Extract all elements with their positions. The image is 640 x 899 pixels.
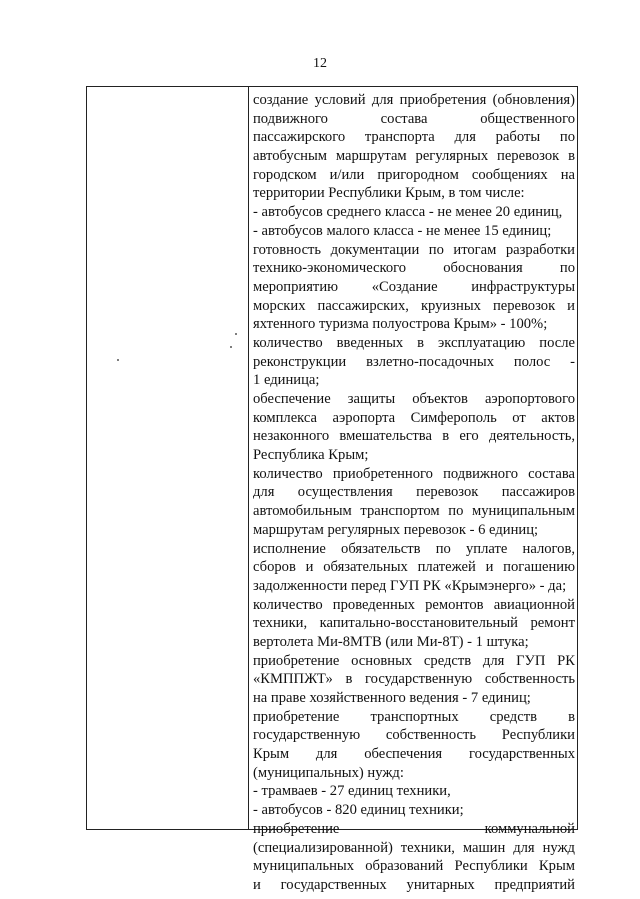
- cell-text-line: сборов и обязательных платежей и погашению: [253, 559, 575, 576]
- cell-text-line: количество приобретенного подвижного состава: [253, 465, 575, 482]
- cell-text-line: Крым для обеспечения государственных: [253, 746, 575, 763]
- cell-text-line: комплекса аэропорта Симферополь от актов: [253, 409, 575, 426]
- cell-text-line: пассажирского транспорта для работы по: [253, 129, 575, 146]
- cell-text-line: яхтенного туризма полуострова Крым» - 100%;: [253, 316, 548, 333]
- cell-text-line: - автобусов малого класса - не менее 15 единиц;: [253, 222, 552, 239]
- cell-text-line: маршрутам регулярных перевозок - 6 единиц;: [253, 521, 539, 538]
- cell-text-line: подвижного состава общественного: [253, 110, 575, 127]
- cell-text-line: мероприятию «Создание инфраструктуры: [253, 278, 575, 295]
- cell-text-line: автобусным маршрутам регулярных перевозок в: [253, 148, 575, 165]
- cell-text-line: и государственных унитарных предприятий: [253, 876, 575, 893]
- cell-text-line: территории Республики Крым, в том числе:: [253, 185, 525, 202]
- cell-text-line: вертолета Ми-8МТВ (или Ми-8Т) - 1 штука;: [253, 633, 529, 650]
- cell-text-line: приобретение основных средств для ГУП РК: [253, 652, 575, 669]
- cell-text-line: создание условий для приобретения (обновления): [253, 92, 575, 108]
- cell-text-line: - трамваев - 27 единиц техники,: [253, 783, 451, 800]
- table-right-cell: [253, 91, 575, 895]
- cell-text-line: автомобильным транспортом по муниципальным: [253, 503, 575, 520]
- cell-text-line: реконструкции взлетно-посадочных полос -: [253, 353, 575, 370]
- cell-text-line: обеспечение защиты объектов аэропортового: [253, 391, 575, 407]
- cell-text-line: на праве хозяйственного ведения - 7 единиц;: [253, 690, 531, 706]
- cell-text-line: исполнение обязательств по уплате налогов,: [253, 540, 575, 557]
- cell-text-line: техники, капитально-восстановительный ремонт: [253, 615, 575, 632]
- cell-text-line: Республика Крым;: [253, 447, 369, 464]
- cell-text-line: - автобусов - 820 единиц техники;: [253, 802, 464, 819]
- cell-text-line: - автобусов среднего класса - не менее 20 единиц,: [253, 204, 563, 221]
- document-table: [86, 86, 578, 893]
- cell-text-line: приобретение транспортных средств в: [253, 708, 575, 725]
- scan-speck: [117, 359, 119, 361]
- cell-text-line: приобретение коммунальной: [253, 820, 575, 837]
- cell-text-line: «КМППЖТ» в государственную собственность: [253, 671, 575, 688]
- scan-speck: [235, 333, 237, 335]
- cell-text-line: незаконного вмешательства в его деятельность,: [253, 428, 575, 445]
- cell-text-line: 1 единица;: [253, 372, 320, 389]
- cell-text-line: количество проведенных ремонтов авиационной: [253, 596, 575, 613]
- cell-text-line: (специализированной) техники, машин для нужд: [253, 839, 575, 856]
- cell-text-line: технико-экономического обоснования по: [253, 260, 575, 277]
- cell-text-line: морских пассажирских, круизных перевозок и: [253, 297, 575, 314]
- table-left-cell: [87, 87, 249, 829]
- cell-text-line: государственную собственность Республики: [253, 727, 575, 744]
- cell-text-line: для осуществления перевозок пассажиров: [253, 484, 575, 501]
- cell-text-line: готовность документации по итогам разработки: [253, 241, 575, 258]
- cell-text-line: муниципальных образований Республики Крым: [253, 858, 575, 875]
- cell-text-line: городском и/или пригородном сообщениях на: [253, 166, 575, 183]
- cell-text-line: задолженности перед ГУП РК «Крымэнерго» - да;: [253, 577, 567, 594]
- cell-text-line: (муниципальных) нужд:: [253, 764, 404, 781]
- scan-speck: [230, 346, 232, 348]
- cell-text-line: количество введенных в эксплуатацию после: [253, 334, 575, 351]
- page-number: 12: [313, 56, 327, 71]
